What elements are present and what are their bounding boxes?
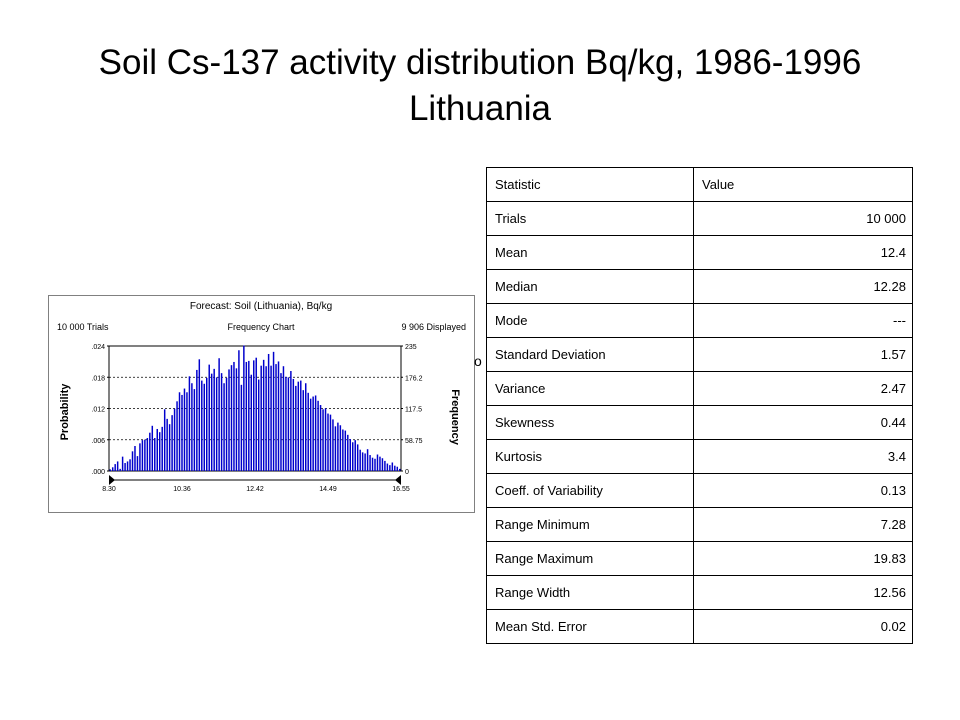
chart-svg xyxy=(49,296,474,512)
histogram-bar xyxy=(233,362,234,471)
histogram-bar xyxy=(342,430,343,471)
row-label: Range Width xyxy=(487,576,694,610)
histogram-bar xyxy=(253,360,254,471)
histogram-bar xyxy=(213,369,214,471)
y-axis-label: Probability xyxy=(59,383,71,441)
histogram-bar xyxy=(236,368,237,471)
histogram-bar xyxy=(142,440,143,471)
row-value: 0.02 xyxy=(694,610,913,644)
table-row xyxy=(487,542,913,576)
histogram-bar xyxy=(194,389,195,471)
table-row xyxy=(487,202,913,236)
histogram-bar xyxy=(199,359,200,471)
header-value: Value xyxy=(694,168,913,202)
histogram-bar xyxy=(382,458,383,471)
x-tick-label: 12.42 xyxy=(246,486,264,493)
y2-tick-label: 117.5 xyxy=(405,406,422,414)
histogram-bar xyxy=(243,345,244,471)
histogram-bar xyxy=(166,419,167,471)
histogram-bar xyxy=(290,371,291,471)
histogram-bar xyxy=(255,358,256,471)
histogram-bar xyxy=(221,373,222,471)
histogram-bar xyxy=(216,377,217,471)
histogram-bar xyxy=(189,376,190,471)
row-value: 19.83 xyxy=(694,542,913,576)
y-tick-label: .000 xyxy=(91,469,105,476)
histogram-bar xyxy=(362,452,363,471)
histogram-bar xyxy=(196,370,197,471)
row-value: 10 000 xyxy=(694,202,913,236)
row-value: 3.4 xyxy=(694,440,913,474)
histogram-bar xyxy=(340,425,341,471)
histogram-bar xyxy=(350,439,351,471)
row-label: Mode xyxy=(487,304,694,338)
histogram-bar xyxy=(132,451,133,471)
histogram-bar xyxy=(327,414,328,471)
histogram-bar xyxy=(114,464,115,471)
histogram-bar xyxy=(152,426,153,471)
y2-tick-label: 58.75 xyxy=(405,437,423,445)
table-row xyxy=(487,304,913,338)
table-row xyxy=(487,508,913,542)
y2-axis-label: Frequency xyxy=(449,389,461,445)
histogram-bar xyxy=(330,415,331,471)
row-label: Variance xyxy=(487,372,694,406)
table-row xyxy=(487,270,913,304)
row-value: 12.56 xyxy=(694,576,913,610)
table-header-row xyxy=(487,168,913,202)
histogram-bar xyxy=(144,440,145,471)
histogram-bar xyxy=(359,450,360,471)
row-value: 1.57 xyxy=(694,338,913,372)
histogram-bar xyxy=(248,361,249,471)
histogram-bar xyxy=(305,383,306,471)
row-label: Skewness xyxy=(487,406,694,440)
histogram-bar xyxy=(298,382,299,471)
histogram-bar xyxy=(315,395,316,471)
row-label: Mean Std. Error xyxy=(487,610,694,644)
histogram-bar xyxy=(251,375,252,471)
histogram-bar xyxy=(260,366,261,471)
row-label: Kurtosis xyxy=(487,440,694,474)
histogram-bar xyxy=(283,366,284,471)
histogram-bar xyxy=(389,465,390,471)
histogram-bar xyxy=(285,377,286,471)
histogram-bar xyxy=(312,397,313,471)
header-statistic: Statistic xyxy=(487,168,694,202)
histogram-bar xyxy=(300,381,301,471)
left-range-grabber-icon xyxy=(109,475,115,485)
title-line-2: Lithuania xyxy=(408,89,552,128)
histogram-bar xyxy=(280,373,281,471)
trials-label: 10 000 Trials xyxy=(57,322,109,332)
histogram-bar xyxy=(117,461,118,471)
histogram-bar xyxy=(246,362,247,471)
histogram-bar xyxy=(399,469,400,471)
histogram-bar xyxy=(310,399,311,471)
histogram-bar xyxy=(184,389,185,471)
x-tick-label: 10.36 xyxy=(173,486,191,493)
histogram-bar xyxy=(374,459,375,471)
histogram-bar xyxy=(174,409,175,471)
histogram-bar xyxy=(325,408,326,471)
histogram-bar xyxy=(124,463,125,471)
table-row xyxy=(487,610,913,644)
row-value: --- xyxy=(694,304,913,338)
title-line-1: Soil Cs-137 activity distribution Bq/kg, 1986-1996 xyxy=(98,43,862,82)
histogram-bar xyxy=(295,386,296,471)
histogram-bar xyxy=(169,424,170,471)
histogram-bar xyxy=(307,393,308,471)
row-label: Mean xyxy=(487,236,694,270)
histogram-bar xyxy=(223,383,224,471)
histogram-bar xyxy=(154,438,155,471)
histogram-bar xyxy=(129,459,130,471)
histogram-bar xyxy=(122,457,123,471)
histogram-bar xyxy=(364,453,365,471)
histogram-bar xyxy=(191,383,192,471)
histogram-bar xyxy=(347,435,348,471)
histogram-bar xyxy=(134,446,135,471)
histogram-bar xyxy=(392,462,393,471)
histogram-bar xyxy=(241,385,242,471)
row-label: Range Maximum xyxy=(487,542,694,576)
histogram-bar xyxy=(357,444,358,471)
y-tick-label: .006 xyxy=(91,437,105,445)
histogram-bar xyxy=(275,364,276,471)
y-tick-label: .024 xyxy=(91,344,105,351)
row-value: 0.44 xyxy=(694,406,913,440)
table-row xyxy=(487,338,913,372)
histogram-bar xyxy=(228,369,229,471)
row-value: 12.28 xyxy=(694,270,913,304)
histogram-bar xyxy=(161,427,162,471)
histogram-bar xyxy=(332,419,333,471)
histogram-bar xyxy=(384,461,385,471)
histogram-bar xyxy=(268,354,269,471)
histogram-bar xyxy=(238,350,239,471)
histogram-bar xyxy=(137,456,138,471)
table-row xyxy=(487,372,913,406)
histogram-bar xyxy=(345,431,346,471)
histogram-bar xyxy=(159,432,160,471)
y2-tick-label: 235 xyxy=(405,344,417,351)
histogram-bar xyxy=(186,392,187,471)
row-value: 7.28 xyxy=(694,508,913,542)
row-value: 0.13 xyxy=(694,474,913,508)
x-tick-label: 14.49 xyxy=(319,486,337,493)
chart-subtitle: Frequency Chart xyxy=(227,322,295,332)
table-row xyxy=(487,576,913,610)
histogram-bar xyxy=(181,395,182,471)
y-tick-label: .018 xyxy=(91,375,105,383)
row-label: Trials xyxy=(487,202,694,236)
histogram-bar xyxy=(372,458,373,471)
histogram-bar xyxy=(377,455,378,471)
stray-letter: o xyxy=(474,353,482,369)
x-tick-label: 16.55 xyxy=(392,486,410,493)
histogram-bar xyxy=(263,360,264,471)
histogram-bar xyxy=(208,365,209,471)
histogram-bar xyxy=(270,366,271,471)
histogram-bar xyxy=(204,384,205,471)
histogram-bar xyxy=(176,401,177,471)
row-label: Range Minimum xyxy=(487,508,694,542)
histogram-bar xyxy=(337,423,338,471)
statistics-table xyxy=(486,167,913,644)
histogram-bar xyxy=(320,405,321,471)
histogram-bar xyxy=(201,381,202,471)
histogram-bar xyxy=(354,440,355,471)
histogram-bar xyxy=(293,379,294,471)
y2-tick-label: 0 xyxy=(405,469,409,476)
displayed-label: 9 906 Displayed xyxy=(401,322,466,332)
histogram-bar xyxy=(109,469,110,471)
histogram-bar xyxy=(273,352,274,471)
histogram-bar xyxy=(127,461,128,471)
row-value: 2.47 xyxy=(694,372,913,406)
chart-title: Forecast: Soil (Lithuania), Bq/kg xyxy=(189,301,333,312)
histogram-bar xyxy=(322,409,323,471)
row-label: Standard Deviation xyxy=(487,338,694,372)
histogram-bar xyxy=(335,426,336,471)
histogram-bar xyxy=(367,449,368,471)
page-title xyxy=(0,40,960,132)
histogram-bar xyxy=(211,374,212,471)
row-value: 12.4 xyxy=(694,236,913,270)
histogram-bar xyxy=(218,358,219,471)
histogram-bar xyxy=(352,442,353,471)
histogram-bar xyxy=(387,464,388,471)
histogram-bar xyxy=(171,415,172,471)
x-tick-label: 8.30 xyxy=(102,486,116,493)
histogram-bar xyxy=(164,409,165,471)
histogram-bar xyxy=(394,466,395,471)
histogram-bar xyxy=(112,467,113,471)
histogram-bar xyxy=(303,390,304,471)
histogram-bar xyxy=(179,392,180,471)
right-range-grabber-icon xyxy=(395,475,401,485)
histogram-bar xyxy=(139,443,140,471)
row-label: Coeff. of Variability xyxy=(487,474,694,508)
histogram-bar xyxy=(278,361,279,471)
table-row xyxy=(487,236,913,270)
histogram-bar xyxy=(258,380,259,471)
histogram-bar xyxy=(369,455,370,471)
table-row xyxy=(487,406,913,440)
histogram-bar xyxy=(231,365,232,471)
histogram-bar xyxy=(147,438,148,471)
histogram-bar xyxy=(119,469,120,471)
y-tick-label: .012 xyxy=(91,406,105,414)
histogram-bar xyxy=(397,467,398,471)
histogram-bar xyxy=(379,457,380,471)
histogram-bar xyxy=(226,378,227,471)
table-row xyxy=(487,474,913,508)
row-label: Median xyxy=(487,270,694,304)
histogram-bar xyxy=(265,366,266,471)
table-row xyxy=(487,440,913,474)
histogram-bar xyxy=(157,429,158,471)
y2-tick-label: 176.2 xyxy=(405,375,423,383)
histogram-bar xyxy=(149,433,150,471)
frequency-chart xyxy=(48,295,475,513)
histogram-bar xyxy=(288,377,289,471)
histogram-bar xyxy=(317,401,318,471)
histogram-bar xyxy=(206,378,207,471)
